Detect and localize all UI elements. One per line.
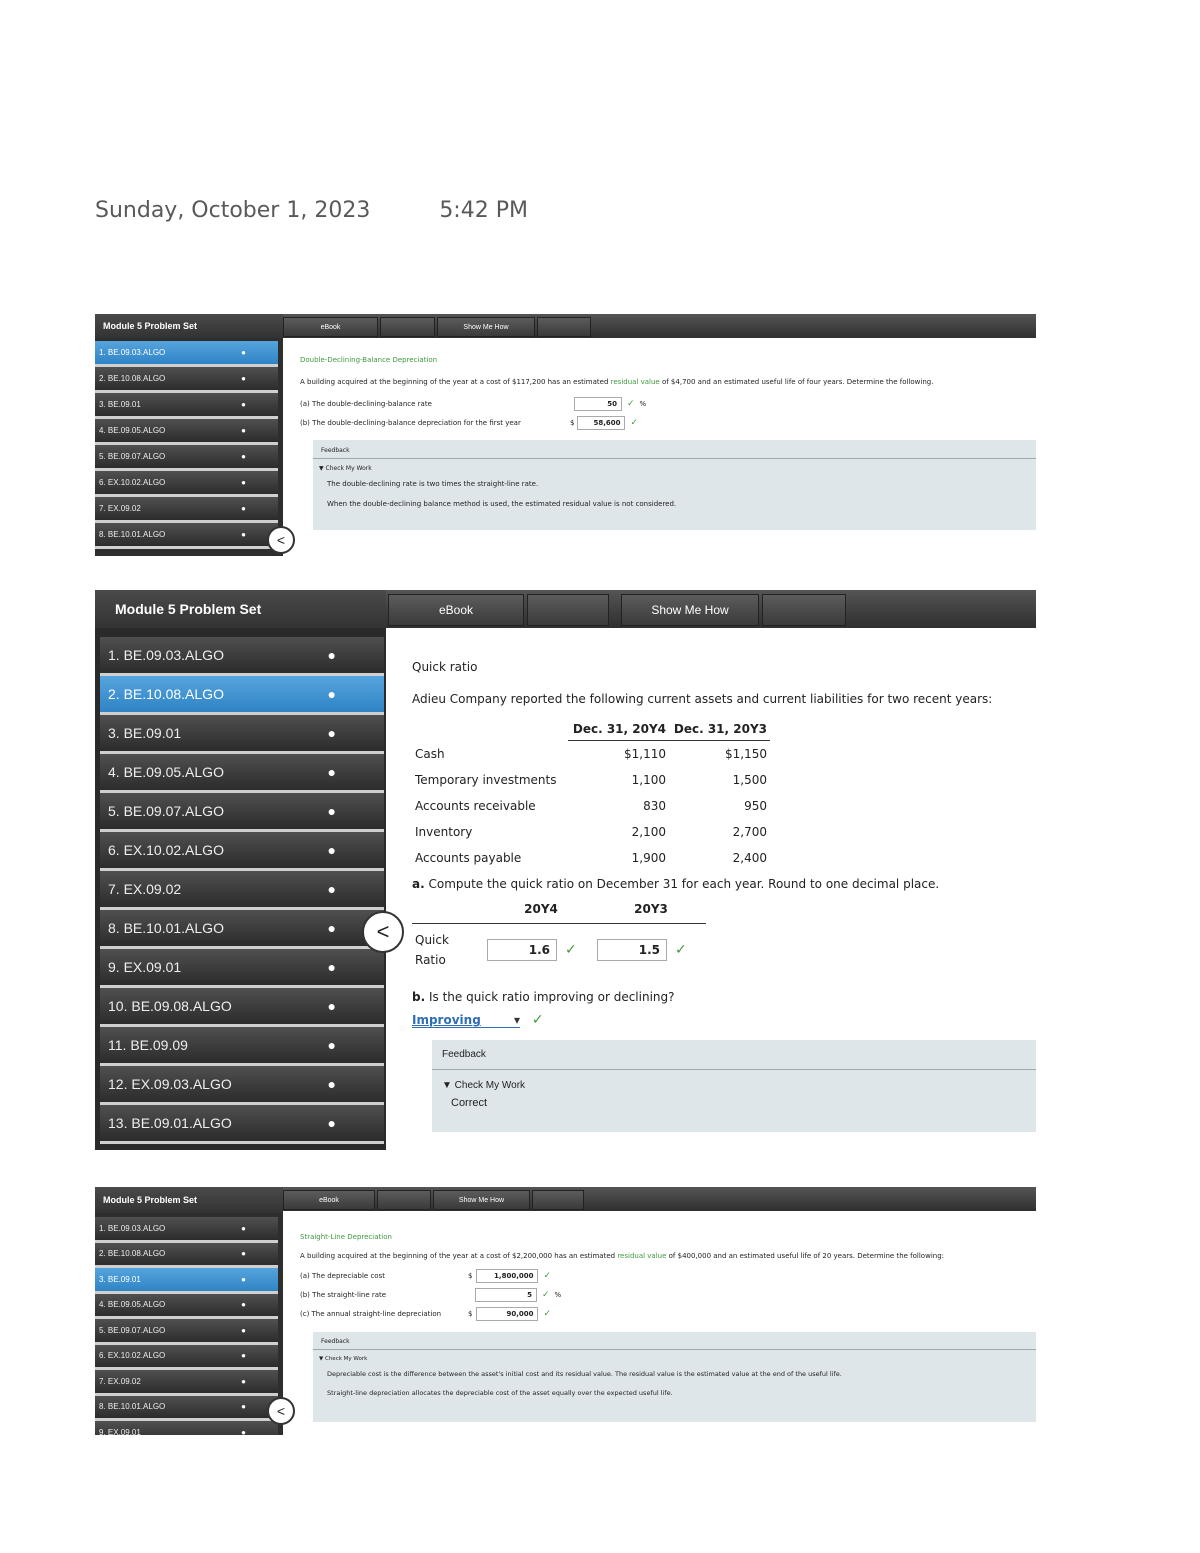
- chevron-left-icon: <: [376, 919, 390, 944]
- sidebar-item-label: 7. EX.09.02: [99, 1376, 141, 1386]
- question-intro: [300, 378, 1035, 386]
- answer-input[interactable]: 58,600: [577, 416, 625, 430]
- column-header: Dec. 31, 20Y4: [568, 718, 669, 741]
- table-row: [412, 924, 706, 977]
- unit-label: %: [639, 400, 647, 408]
- sidebar-item-label: 11. BE.09.09: [108, 1037, 188, 1053]
- correct-check-icon: ✓: [543, 1308, 552, 1319]
- cell-value: 2,400: [732, 851, 767, 865]
- sidebar-item[interactable]: [100, 949, 384, 988]
- sidebar-title: Module 5 Problem Set: [95, 590, 386, 628]
- unit-label: %: [554, 1290, 562, 1299]
- status-dot-icon: ●: [327, 1076, 336, 1092]
- status-dot-icon: ●: [327, 920, 336, 936]
- feedback-title: Feedback: [313, 1332, 1036, 1350]
- tab-show-me-how[interactable]: Show Me How: [437, 317, 535, 337]
- question-letter: b.: [412, 990, 426, 1004]
- quick-ratio-input-20y3[interactable]: 1.5: [597, 939, 667, 961]
- tab-show-me-how[interactable]: Show Me How: [433, 1190, 530, 1210]
- answer-row-c: [300, 1304, 1035, 1323]
- sidebar-item[interactable]: [95, 1268, 278, 1294]
- sidebar-item[interactable]: [95, 1345, 278, 1371]
- status-dot-icon: ●: [327, 764, 336, 780]
- row-label: Temporary investments: [415, 773, 557, 787]
- intro-text: A building acquired at the beginning of the year at a cost of $117,200 has an estimated: [300, 378, 611, 386]
- question-b: [412, 990, 1032, 1004]
- status-dot-icon: ●: [241, 1223, 246, 1233]
- feedback-panel: [432, 1040, 1036, 1132]
- sidebar-item[interactable]: [100, 910, 384, 949]
- sidebar-item-label: 13. BE.09.01.ALGO: [108, 1115, 232, 1131]
- sidebar-item-label: 6. EX.10.02.ALGO: [99, 478, 166, 487]
- answer-input[interactable]: 5: [475, 1288, 537, 1302]
- currency-label: $: [468, 1309, 473, 1318]
- sidebar-item[interactable]: [95, 471, 278, 497]
- answer-input[interactable]: 1,800,000: [476, 1269, 538, 1283]
- toolbar: [386, 590, 1036, 628]
- column-header: 20Y4: [486, 895, 596, 924]
- sidebar-item-label: 4. BE.09.05.ALGO: [99, 426, 166, 435]
- sidebar-item-label: 3. BE.09.01: [99, 1274, 141, 1284]
- correct-check-icon: ✓: [543, 1270, 552, 1281]
- row-label: Accounts payable: [415, 851, 522, 865]
- question-content: [300, 356, 1035, 433]
- sidebar-item-label: 4. BE.09.05.ALGO: [108, 764, 224, 780]
- status-dot-icon: ●: [241, 1402, 246, 1412]
- answer-label: (b) The straight-line rate: [300, 1290, 387, 1299]
- problem-sidebar: [95, 314, 286, 556]
- feedback-text: The double-declining rate is two times the straight-line rate.: [327, 480, 539, 488]
- toolbar: [283, 1187, 1036, 1211]
- status-dot-icon: ●: [241, 1351, 246, 1361]
- sidebar-item[interactable]: [100, 1105, 384, 1144]
- feedback-title: Feedback: [313, 440, 1036, 459]
- sidebar-item[interactable]: [100, 676, 384, 715]
- status-dot-icon: ●: [241, 452, 246, 461]
- intro-text: of $400,000 and an estimated useful life of 20 years. Determine the following:: [666, 1252, 945, 1260]
- table-row: [412, 845, 770, 871]
- chevron-left-icon: <: [276, 532, 286, 548]
- status-dot-icon: ●: [241, 426, 246, 435]
- column-header: 20Y3: [596, 895, 706, 924]
- cell-value: $1,110: [624, 747, 666, 761]
- cell-value: 830: [643, 799, 666, 813]
- residual-value-link[interactable]: residual value: [617, 1252, 667, 1260]
- chevron-left-icon: <: [276, 1403, 286, 1419]
- tab-ebook[interactable]: eBook: [283, 317, 378, 337]
- sidebar-item-label: 8. BE.10.01.ALGO: [108, 920, 224, 936]
- quick-ratio-table: [412, 895, 706, 976]
- sidebar-item[interactable]: [100, 754, 384, 793]
- table-row: [412, 819, 770, 845]
- table-row: [412, 767, 770, 793]
- sidebar-item[interactable]: [95, 341, 278, 367]
- question-text: Compute the quick ratio on December 31 for each year. Round to one decimal place.: [424, 877, 940, 891]
- feedback-text: Correct: [451, 1097, 488, 1109]
- sidebar-item[interactable]: [95, 1370, 278, 1396]
- feedback-panel: [313, 440, 1036, 530]
- status-dot-icon: ●: [327, 1037, 336, 1053]
- answer-label: (a) The double-declining-balance rate: [300, 400, 432, 408]
- status-dot-icon: ●: [241, 478, 246, 487]
- column-header: Dec. 31, 20Y3: [669, 718, 770, 741]
- collapse-sidebar-button[interactable]: [267, 1397, 295, 1425]
- status-dot-icon: ●: [241, 1427, 246, 1435]
- sidebar-item[interactable]: [95, 445, 278, 471]
- sidebar-item-label: 4. BE.09.05.ALGO: [99, 1300, 166, 1310]
- status-dot-icon: ●: [241, 374, 246, 383]
- status-dot-icon: ●: [327, 803, 336, 819]
- status-dot-icon: ●: [241, 504, 246, 513]
- trend-select[interactable]: [412, 1013, 520, 1028]
- status-dot-icon: ●: [327, 686, 336, 702]
- row-label: Cash: [415, 746, 445, 761]
- tab-blank[interactable]: [762, 594, 846, 626]
- status-dot-icon: ●: [327, 1115, 336, 1131]
- feedback-text: Depreciable cost is the difference between the asset's initial cost and its residual value. The residual value is the estimated value at the end of the useful life.: [327, 1370, 842, 1378]
- sidebar-title: Module 5 Problem Set: [95, 1187, 283, 1213]
- question-content: [300, 1233, 1035, 1323]
- collapse-sidebar-button[interactable]: [267, 526, 295, 554]
- datetime: [95, 198, 528, 223]
- feedback-title: Feedback: [432, 1040, 1036, 1070]
- status-dot-icon: ●: [241, 1274, 246, 1284]
- sidebar-item-label: 2. BE.10.08.ALGO: [99, 1249, 166, 1259]
- table-row: [412, 741, 770, 768]
- tab-blank[interactable]: [537, 317, 591, 337]
- answer-input[interactable]: 90,000: [476, 1307, 538, 1321]
- sidebar-item-label: 7. EX.09.02: [108, 881, 182, 897]
- problem-sidebar: [95, 590, 386, 1150]
- chevron-down-icon: ▾: [513, 1013, 520, 1027]
- feedback-text: When the double-declining balance method is used, the estimated residual value is not considered.: [327, 500, 677, 508]
- question-text: Is the quick ratio improving or declining?: [425, 990, 675, 1004]
- sidebar-item-label: 6. EX.10.02.ALGO: [108, 842, 224, 858]
- sidebar-title: Module 5 Problem Set: [95, 314, 283, 338]
- row-label-line: Ratio: [415, 953, 446, 967]
- tab-blank[interactable]: [532, 1190, 584, 1210]
- collapse-sidebar-button[interactable]: [362, 911, 404, 953]
- sidebar-item-label: 1. BE.09.03.ALGO: [99, 348, 166, 357]
- question-intro: [300, 1252, 1035, 1260]
- table-header-row: [412, 718, 770, 741]
- tab-ebook[interactable]: eBook: [283, 1190, 375, 1210]
- question-intro: Adieu Company reported the following current assets and current liabilities for two recent years:: [412, 692, 993, 706]
- toolbar: [283, 314, 1036, 338]
- intro-text: of $4,700 and an estimated useful life of four years. Determine the following.: [659, 378, 934, 386]
- sidebar-item[interactable]: [100, 793, 384, 832]
- cell-value: 1,900: [631, 851, 666, 865]
- problem-sidebar: [95, 1187, 286, 1435]
- correct-check-icon: ✓: [675, 942, 687, 958]
- sidebar-item[interactable]: [100, 871, 384, 910]
- question-heading: Double-Declining-Balance Depreciation: [300, 356, 438, 364]
- status-dot-icon: ●: [327, 647, 336, 663]
- sidebar-item-label: 1. BE.09.03.ALGO: [99, 1223, 166, 1233]
- cell-value: $1,150: [725, 747, 767, 761]
- question-content: [412, 660, 1032, 1028]
- balance-table: [412, 718, 770, 871]
- sidebar-item[interactable]: [95, 393, 278, 419]
- sidebar-item[interactable]: [100, 832, 384, 871]
- status-dot-icon: ●: [327, 959, 336, 975]
- sidebar-item[interactable]: [100, 1066, 384, 1105]
- sidebar-item[interactable]: [95, 1217, 278, 1243]
- sidebar-item-label: 2. BE.10.08.ALGO: [108, 686, 224, 702]
- status-dot-icon: ●: [241, 1249, 246, 1259]
- check-my-work-toggle[interactable]: ▼ Check My Work: [442, 1080, 526, 1091]
- check-my-work-toggle[interactable]: ▼ Check My Work: [319, 1356, 368, 1362]
- question-heading: Quick ratio: [412, 660, 478, 674]
- select-value: Improving: [412, 1013, 481, 1027]
- sidebar-item[interactable]: [100, 988, 384, 1027]
- sidebar-item[interactable]: [95, 1243, 278, 1269]
- check-my-work-toggle[interactable]: ▼ Check My Work: [319, 465, 372, 472]
- sidebar-item-label: 5. BE.09.07.ALGO: [108, 803, 224, 819]
- sidebar-item[interactable]: [100, 715, 384, 754]
- row-label-line: Quick: [415, 933, 449, 947]
- correct-check-icon: ✓: [627, 399, 635, 409]
- status-dot-icon: ●: [241, 400, 246, 409]
- screenshot-ddb: [95, 314, 1036, 556]
- currency-label: $: [570, 419, 575, 427]
- sidebar-item[interactable]: [95, 523, 278, 549]
- sidebar-item[interactable]: [95, 497, 278, 523]
- question-heading: Straight-Line Depreciation: [300, 1233, 392, 1241]
- answer-row-a: [300, 395, 1035, 413]
- sidebar-item[interactable]: [95, 419, 278, 445]
- question-letter: a.: [412, 877, 425, 891]
- sidebar-item-label: 8. BE.10.01.ALGO: [99, 1402, 166, 1412]
- sidebar-item[interactable]: [95, 1396, 278, 1422]
- status-dot-icon: ●: [241, 1376, 246, 1386]
- answer-row-b: [300, 413, 1035, 433]
- sidebar-item-label: 9. EX.09.01: [108, 959, 182, 975]
- tab-blank[interactable]: [377, 1190, 431, 1210]
- sidebar-item-label: 6. EX.10.02.ALGO: [99, 1351, 166, 1361]
- cell-value: 2,100: [631, 825, 666, 839]
- status-dot-icon: ●: [241, 1325, 246, 1335]
- sidebar-item[interactable]: [100, 637, 384, 676]
- currency-label: $: [468, 1271, 473, 1280]
- sidebar-item-label: 5. BE.09.07.ALGO: [99, 452, 166, 461]
- time-text: 5:42 PM: [439, 198, 528, 223]
- status-dot-icon: ●: [327, 998, 336, 1014]
- sidebar-item-label: 3. BE.09.01: [108, 725, 182, 741]
- feedback-text: Straight-line depreciation allocates the depreciable cost of the asset equally over the expected useful life.: [327, 1389, 673, 1397]
- sidebar-item-label: 3. BE.09.01: [99, 400, 141, 409]
- correct-check-icon: ✓: [630, 418, 639, 428]
- screenshot-quick-ratio: [95, 590, 1036, 1150]
- status-dot-icon: ●: [327, 725, 336, 741]
- question-a: [412, 877, 1032, 891]
- row-label: Accounts receivable: [415, 799, 536, 813]
- sidebar-item[interactable]: [100, 1027, 384, 1066]
- status-dot-icon: ●: [327, 881, 336, 897]
- sidebar-item-label: 12. EX.09.03.ALGO: [108, 1076, 232, 1092]
- sidebar-item[interactable]: [95, 1319, 278, 1345]
- sidebar-item[interactable]: [95, 1294, 278, 1320]
- sidebar-item-label: 9. EX.09.01: [99, 1427, 141, 1435]
- answer-select-row: [412, 1012, 1032, 1028]
- status-dot-icon: ●: [241, 348, 246, 357]
- correct-check-icon: ✓: [565, 942, 577, 958]
- sidebar-item-label: 5. BE.09.07.ALGO: [99, 1325, 166, 1335]
- correct-check-icon: ✓: [542, 1289, 550, 1300]
- answer-row-b: [300, 1285, 1035, 1304]
- date-text: Sunday, October 1, 2023: [95, 198, 371, 223]
- tab-ebook[interactable]: eBook: [388, 594, 524, 626]
- sidebar-item-label: 1. BE.09.03.ALGO: [108, 647, 224, 663]
- cell-value: 1,500: [732, 773, 767, 787]
- cell-value: 2,700: [732, 825, 767, 839]
- table-header-row: [412, 895, 706, 924]
- answer-label: (c) The annual straight-line depreciation: [300, 1309, 442, 1318]
- sidebar-item-label: 2. BE.10.08.ALGO: [99, 374, 166, 383]
- row-label: [412, 924, 486, 977]
- answer-row-a: [300, 1266, 1035, 1285]
- sidebar-item[interactable]: [95, 1421, 278, 1435]
- cell-value: 950: [744, 799, 767, 813]
- answer-input[interactable]: 50: [574, 397, 622, 411]
- table-row: [412, 793, 770, 819]
- sidebar-item-label: 7. EX.09.02: [99, 504, 141, 513]
- sidebar-item-label: 10. BE.09.08.ALGO: [108, 998, 232, 1014]
- quick-ratio-input-20y4[interactable]: 1.6: [487, 939, 557, 961]
- answer-label: (b) The double-declining-balance depreciation for the first year: [300, 419, 521, 427]
- answer-label: (a) The depreciable cost: [300, 1271, 385, 1280]
- feedback-panel: [313, 1332, 1036, 1422]
- status-dot-icon: ●: [241, 530, 246, 539]
- sidebar-item[interactable]: [95, 367, 278, 393]
- row-label: Inventory: [415, 825, 473, 839]
- screenshot-straight-line: [95, 1187, 1036, 1435]
- correct-check-icon: ✓: [531, 1012, 544, 1028]
- sidebar-item-label: 8. BE.10.01.ALGO: [99, 530, 166, 539]
- tab-show-me-how[interactable]: Show Me How: [621, 594, 759, 626]
- intro-text: A building acquired at the beginning of the year at a cost of $2,200,000 has an estimated: [300, 1252, 618, 1260]
- status-dot-icon: ●: [327, 842, 336, 858]
- residual-value-link[interactable]: residual value: [610, 378, 660, 386]
- status-dot-icon: ●: [241, 1300, 246, 1310]
- tab-blank[interactable]: [527, 594, 609, 626]
- cell-value: 1,100: [631, 773, 666, 787]
- tab-blank[interactable]: [380, 317, 435, 337]
